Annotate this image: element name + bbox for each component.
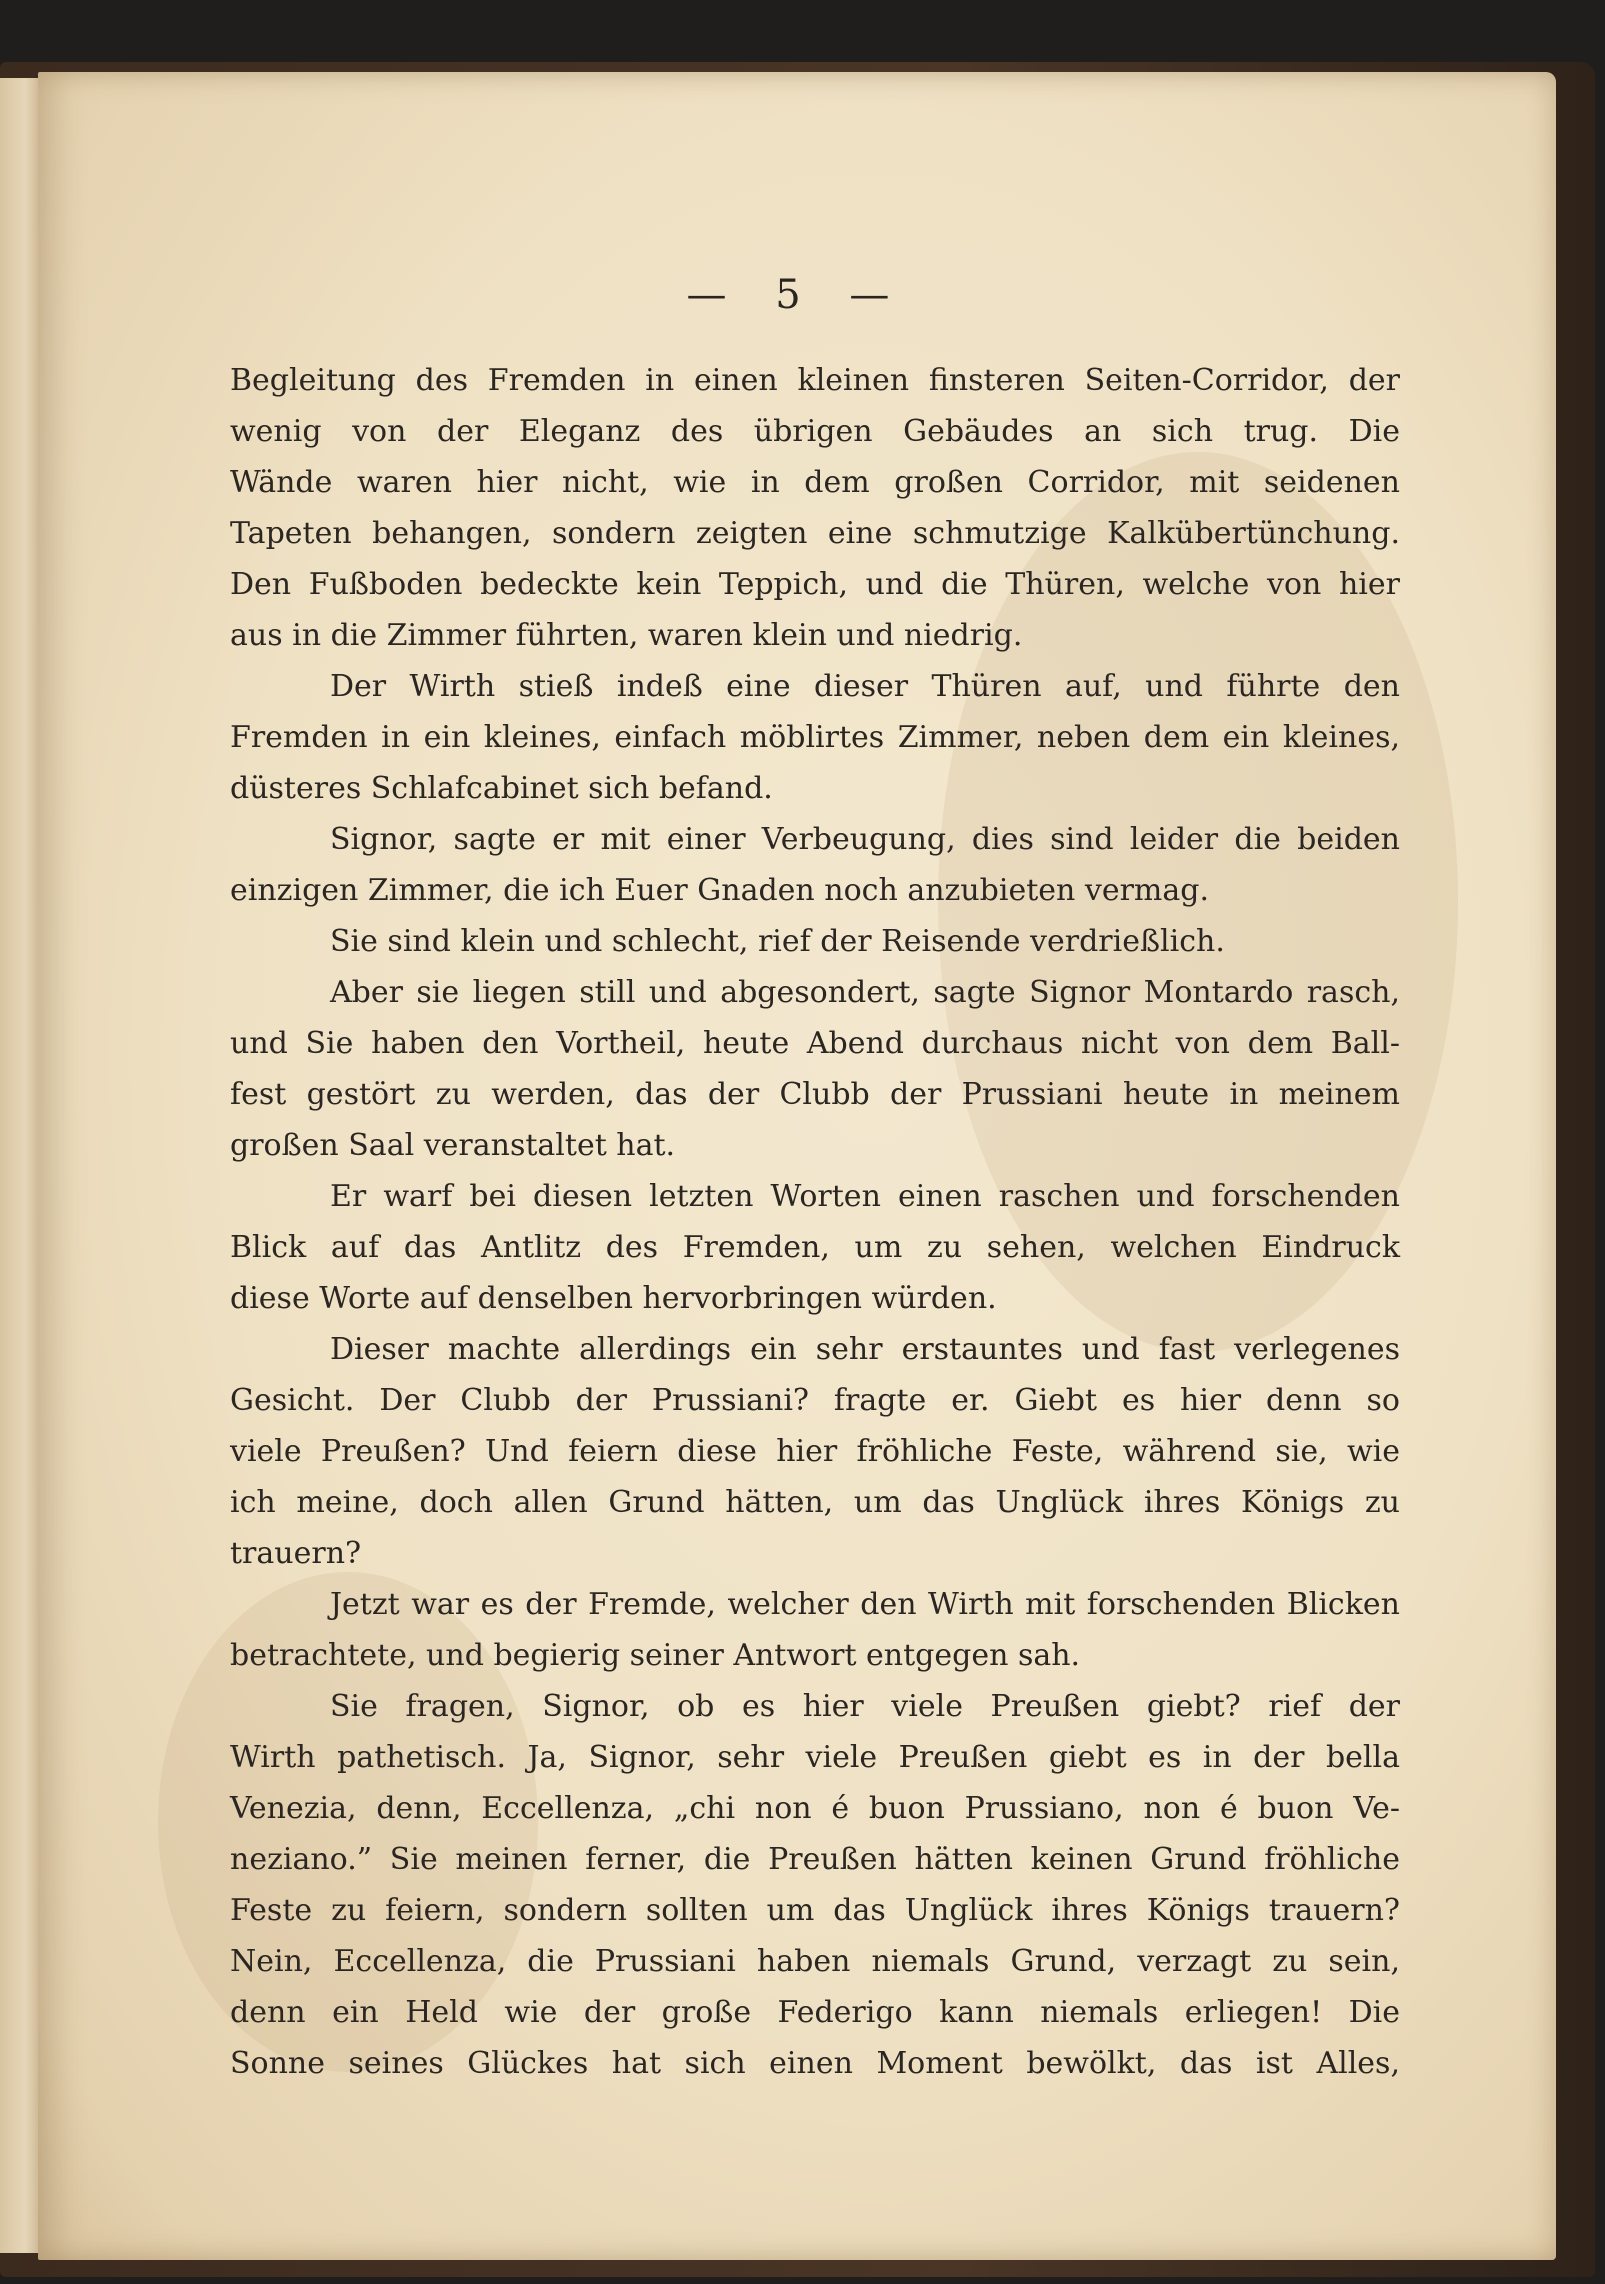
body-text xyxy=(230,355,1400,2089)
text-line: großen Saal veranstaltet hat. xyxy=(230,1128,676,1163)
text-line: Gesicht. Der Clubb der Prussiani? fragte er. Giebt es hier denn so xyxy=(230,1383,1400,1418)
text-line: viele Preußen? Und feiern diese hier fröhliche Feste, während sie, wie xyxy=(230,1434,1400,1469)
text-line: neziano.” Sie meinen ferner, die Preußen hätten keinen Grund fröhliche xyxy=(230,1842,1400,1877)
text-line: Dieser machte allerdings ein sehr erstauntes und fast verlegenes xyxy=(330,1332,1400,1367)
text-line: und Sie haben den Vortheil, heute Abend durchaus nicht von dem Ball- xyxy=(230,1026,1400,1061)
text-line: Sonne seines Glückes hat sich einen Moment bewölkt, das ist Alles, xyxy=(230,2046,1400,2081)
text-line: Nein, Eccellenza, die Prussiani haben niemals Grund, verzagt zu sein, xyxy=(230,1944,1400,1979)
text-line: Blick auf das Antlitz des Fremden, um zu sehen, welchen Eindruck xyxy=(230,1230,1400,1265)
text-line: wenig von der Eleganz des übrigen Gebäudes an sich trug. Die xyxy=(230,414,1400,449)
text-line: Venezia, denn, Eccellenza, „chi non é buon Prussiano, non é buon Ve- xyxy=(230,1791,1400,1826)
page-sheet xyxy=(38,72,1556,2260)
text-line: Sie fragen, Signor, ob es hier viele Preußen giebt? rief der xyxy=(330,1689,1400,1724)
text-line: Jetzt war es der Fremde, welcher den Wirth mit forschenden Blicken xyxy=(330,1587,1400,1622)
text-line: Feste zu feiern, sondern sollten um das Unglück ihres Königs trauern? xyxy=(230,1893,1400,1928)
text-line: Signor, sagte er mit einer Verbeugung, dies sind leider die beiden xyxy=(330,822,1400,857)
page-number: — 5 — xyxy=(686,272,908,318)
text-line: Er warf bei diesen letzten Worten einen raschen und forschenden xyxy=(330,1179,1400,1214)
text-line: Den Fußboden bedeckte kein Teppich, und die Thüren, welche von hier xyxy=(230,567,1400,602)
text-line: düsteres Schlafcabinet sich befand. xyxy=(230,771,773,806)
text-line: einzigen Zimmer, die ich Euer Gnaden noch anzubieten vermag. xyxy=(230,873,1209,908)
text-line: trauern? xyxy=(230,1536,362,1571)
text-line: betrachtete, und begierig seiner Antwort entgegen sah. xyxy=(230,1638,1081,1673)
text-line: fest gestört zu werden, das der Clubb der Prussiani heute in meinem xyxy=(230,1077,1400,1112)
text-line: ich meine, doch allen Grund hätten, um das Unglück ihres Königs zu xyxy=(230,1485,1400,1520)
text-line: denn ein Held wie der große Federigo kann niemals erliegen! Die xyxy=(230,1995,1400,2030)
text-line: Tapeten behangen, sondern zeigten eine schmutzige Kalkübertünchung. xyxy=(230,516,1400,551)
text-line: diese Worte auf denselben hervorbringen würden. xyxy=(230,1281,997,1316)
text-line: Der Wirth stieß indeß eine dieser Thüren auf, und führte den xyxy=(330,669,1400,704)
text-line: Begleitung des Fremden in einen kleinen finsteren Seiten-Corridor, der xyxy=(230,363,1400,398)
text-line: Sie sind klein und schlecht, rief der Reisende verdrießlich. xyxy=(330,924,1225,959)
text-line: Wirth pathetisch. Ja, Signor, sehr viele Preußen giebt es in der bella xyxy=(230,1740,1400,1775)
text-line: Aber sie liegen still und abgesondert, sagte Signor Montardo rasch, xyxy=(330,975,1400,1010)
text-line: Wände waren hier nicht, wie in dem großen Corridor, mit seidenen xyxy=(230,465,1400,500)
text-line: Fremden in ein kleines, einfach möblirtes Zimmer, neben dem ein kleines, xyxy=(230,720,1400,755)
text-line: aus in die Zimmer führten, waren klein und niedrig. xyxy=(230,618,1023,653)
